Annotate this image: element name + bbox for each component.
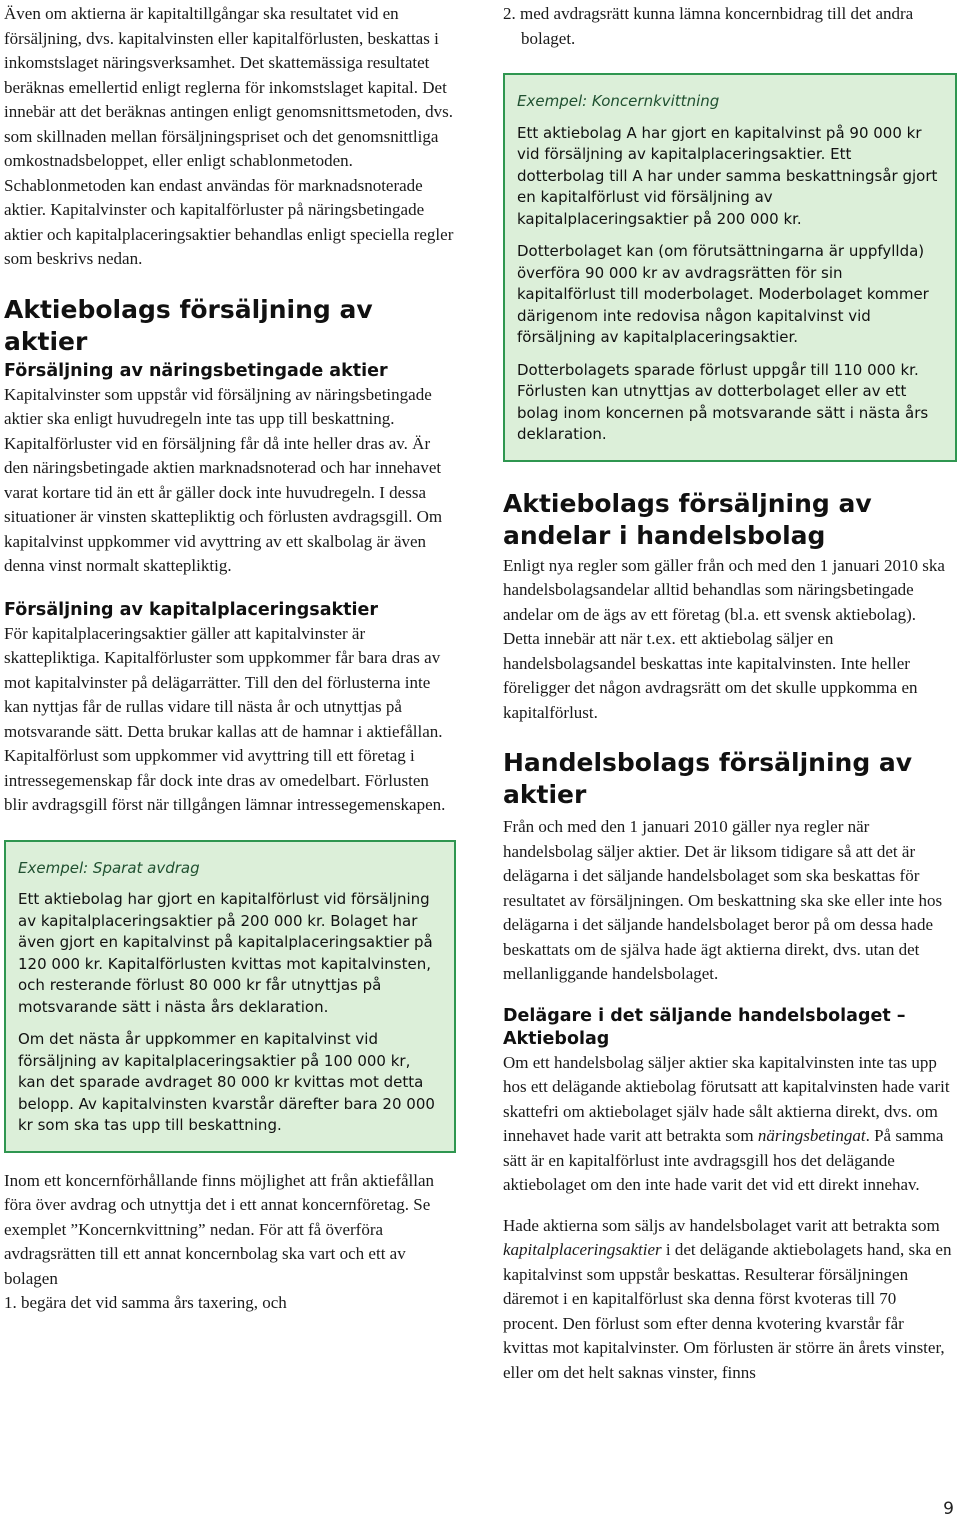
emphasis-kapitalplaceringsaktier: kapitalplaceringsaktier (503, 1240, 662, 1259)
subheading-kapitalplacering: Försäljning av kapitalplaceringsaktier (4, 599, 379, 620)
example-box-koncernkvittning (503, 73, 957, 462)
paragraph-koncern: Inom ett koncernförhållande finns möjlighet att från aktiefållan föra över avdrag och utnyttja det i ett annat koncernföretag. Se exemplet ”Koncernkvittning” nedan. För att få överföra avdragsrätten till ett annat koncernbolag ska vart och ett av bolagen (4, 1170, 435, 1288)
paragraph-kapitalplacering: För kapitalplaceringsaktier gäller att kapitalvinster är skattepliktiga. Kapitalförluster som uppkommer får bara dras av mot kapitalvinster på delägarrätter. Till den del förlusterna inte kan nyttjas får de rullas vidare till nästa år och utnyttjas på motsvarande sätt. Detta brukar kallas att de hamnar i aktiefållan. Kapitalförlust som uppkommer vid avyttring till ett företag i intressegemenskap får dock inte dras av omedelbart. Förlusten blir avdragsgill först när tillgången lämnar intressegemenskapen. (4, 623, 446, 814)
text-run: Om ett handelsbolag säljer aktier ska kapitalvinsten inte tas upp hos ett delägande aktiebolag förutsatt att kapitalvinsten hade varit skattefri om aktiebolaget själv hade sålt aktierna direkt, dvs. om innehavet hade varit att betrakta som (503, 1052, 950, 1145)
section-title-handelsbolag-aktier: Handelsbolags försäljning av aktier (503, 748, 913, 809)
example-title: Exempel: Sparat avdrag (18, 858, 200, 877)
page-number: 9 (943, 1499, 954, 1519)
list-item-2: 2. med avdragsrätt kunna lämna koncernbidrag till det andra bolaget. (503, 4, 914, 48)
example-paragraph: Dotterbolaget kan (om förutsättningarna är uppfyllda) överföra 90 000 kr av avdragsrätten för sin kapitalförlust till moderbolaget. Moderbolaget kommer därigenom inte redovisa någon kapitalvinst vid försäljning av kapitalplaceringsaktier. (517, 242, 929, 346)
left-column (4, 0, 454, 1316)
section-title-aktier: Aktiebolags försäljning av aktier (4, 294, 373, 356)
example-paragraph: Dotterbolagets sparade förlust uppgår till 110 000 kr. Förlusten kan utnyttjas av dotterbolaget eller av ett bolag inom koncernen på motsvarande sätt i nästa års deklaration. (517, 360, 929, 443)
emphasis-naringsbetingat: näringsbetingat (757, 1126, 866, 1145)
subheading-delagare: Delägare i det säljande handelsbolaget – Aktiebolag (503, 1005, 906, 1049)
paragraph-delagare-a (503, 1051, 953, 1198)
paragraph-naringsbetingade: Kapitalvinster som uppstår vid försäljning av näringsbetingade aktier ska enligt huvudregeln inte tas upp till beskattning. Kapitalförluster vid en försäljning får då inte heller dras av. Är den näringsbetingade aktien marknadsnoterad och har innehavet varat kortare tid än ett år gäller dock inte huvudregeln. I dessa situationer är vinsten skattepliktig och förlusten avdragsgill. Om kapitalvinst uppkommer vid avyttring av ett skalbolag är även denna vinst normalt skattepliktig. (4, 384, 443, 575)
text-run: i det delägande aktiebolagets hand, ska en kapitalvinst som uppstår beskattas. Resulterar försäljningen däremot i en kapitalförlust ska denna först kvoteras till 70 procent. Den förlust som efter denna kvotering kvarstår får kvittas mot kapitalvinster. Om förlusten är större än årets vinster, eller om det helt saknas vinster, finns (503, 1240, 952, 1382)
list-item-1: 1. begära det vid samma års taxering, och (4, 1293, 287, 1312)
example-box-sparat-avdrag (4, 840, 456, 1153)
right-column (503, 0, 953, 1385)
text-run: . På samma sätt är en kapitalförlust inte avdragsgill hos det delägande aktiebolaget om den inte hade varit det vid ett direkt innehav. (503, 1126, 944, 1194)
example-paragraph: Om det nästa år uppkommer en kapitalvinst vid försäljning av kapitalplaceringsaktier på 100 000 kr, kan det sparade avdraget 80 000 kr kvittas mot detta belopp. Av kapitalvinsten kvarstår därefter bara 20 000 kr som ska tas upp till beskattning. (18, 1030, 435, 1134)
section-title-handelsbolag-andelar: Aktiebolags försäljning av andelar i handelsbolag (503, 488, 872, 550)
example-title: Exempel: Koncernkvittning (517, 92, 720, 110)
example-paragraph: Ett aktiebolag har gjort en kapitalförlust vid försäljning av kapitalplaceringsaktier på 200 000 kr. Bolaget har även gjort en kapitalvinst på kapitalplaceringsaktier på 120 000 kr. Kapitalförlusten kvittas mot kapitalvinsten, och resterande förlust 80 000 kr får utnyttjas på motsvarande sätt i nästa års deklaration. (18, 890, 433, 1016)
intro-paragraph: Även om aktierna är kapitaltillgångar ska resultatet vid en försäljning, dvs. kapitalvinsten eller kapitalförlusten, beskattas i inkomstslaget näringsverksamhet. Det skattemässiga resultatet beräknas emellertid enligt reglerna för inkomstslaget kapital. Det innebär att det beräknas antingen enligt genomsnittsmetoden, dvs. som skillnaden mellan försäljningspriset och det genomsnittliga omkostnadsbeloppet, eller enligt schablonmetoden. Schablonmetoden kan endast användas för marknadsnoterade aktier. Kapitalvinster och kapitalförluster på näringsbetingade aktier och kapitalplaceringsaktier behandlas enligt speciella regler som beskrivs nedan. (4, 4, 454, 268)
example-paragraph: Ett aktiebolag A har gjort en kapitalvinst på 90 000 kr vid försäljning av kapitalplaceringsaktier. Ett dotterbolag till A har under samma beskattningsår gjort en kapitalförlust vid försäljning av kapitalplaceringsaktier på 200 000 kr. (517, 123, 938, 228)
text-run: Hade aktierna som säljs av handelsbolaget varit att betrakta som (503, 1215, 940, 1235)
paragraph-handelsbolag-andelar: Enligt nya regler som gäller från och med den 1 januari 2010 ska handelsbolagsandelar alltid behandlas som näringsbetingade andelar om de ägs av ett företag (bl.a. ett svensk aktiebolag). Detta innebär att när t.ex. ett aktiebolag säljer en handelsbolagsandel beskattas inte kapitalvinsten. Inte heller föreligger det någon avdragsrätt om det skulle uppkomma en kapitalförlust. (503, 555, 945, 722)
paragraph-handelsbolag-aktier: Från och med den 1 januari 2010 gäller nya regler när handelsbolag säljer aktier. Det är liksom tidigare så att det är delägarna i det säljande handelsbolaget som ska beskattas för resultatet av försäljningen. Om beskattning ska ske eller inte hos delägarna i det säljande handelsbolaget beror på om dessa hade beskattats om de själva hade ägt aktierna direkt, dvs. utan det mellanliggande handelsbolaget. (503, 817, 943, 983)
subheading-naringsbetingade: Försäljning av näringsbetingade aktier (4, 360, 388, 381)
paragraph-delagare-b (503, 1214, 953, 1386)
